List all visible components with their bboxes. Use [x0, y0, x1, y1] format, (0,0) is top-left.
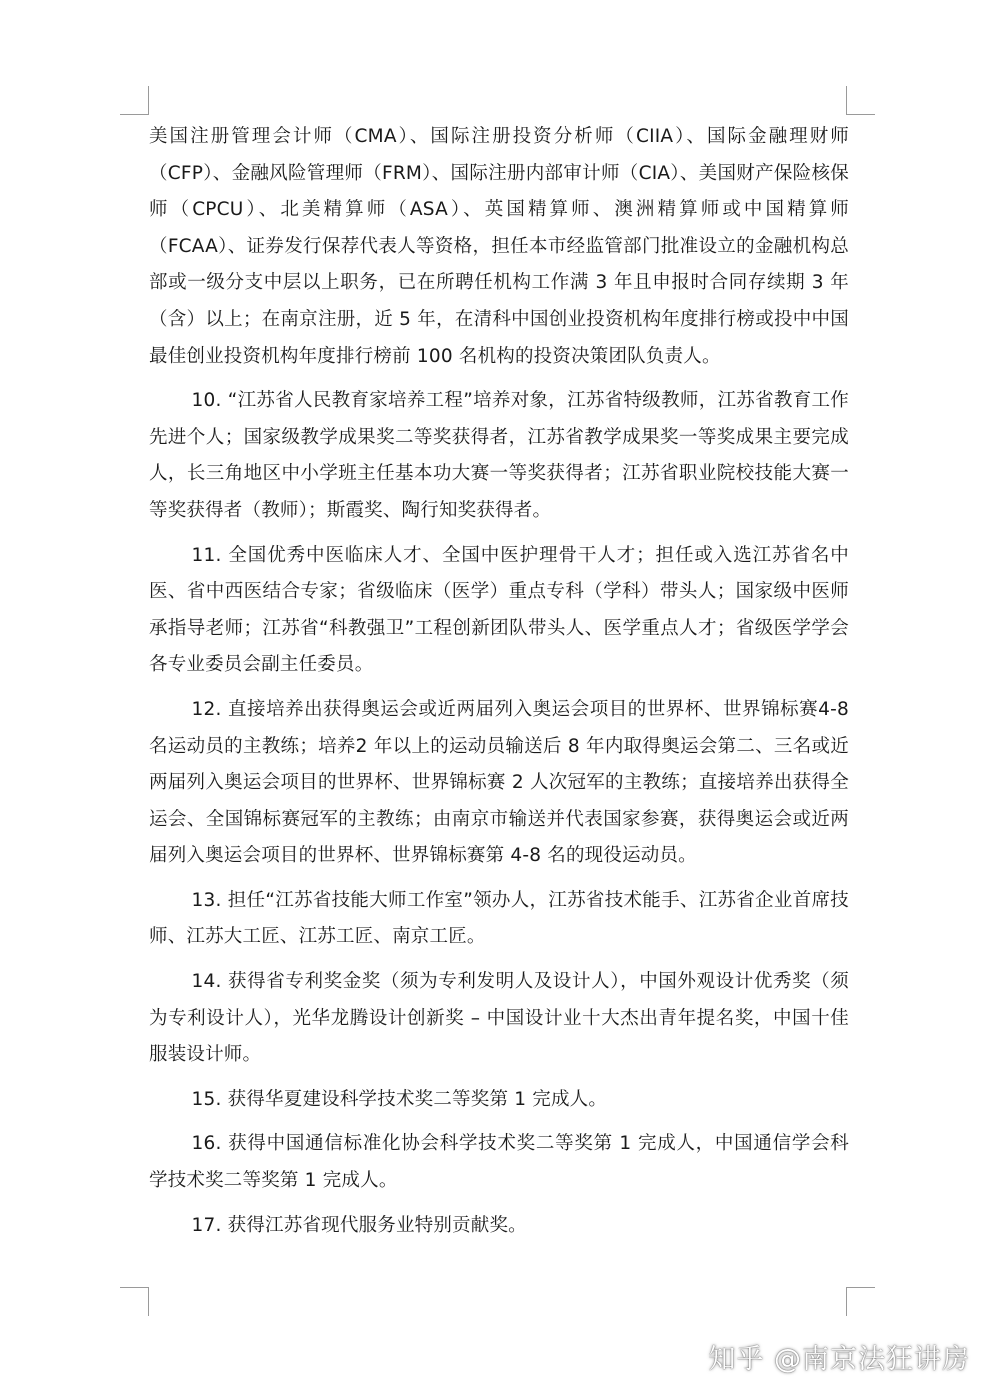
- paragraph-item-11: 11. 全国优秀中医临床人才、全国中医护理骨干人才；担任或入选江苏省名中医、省中西医结合专家；省级临床（医学）重点专科（学科）带头人；国家级中医师承指导老师；江苏省“科教强卫”工程创新团队带头人、医学重点人才；省级医学学会各专业委员会副主任委员。: [149, 544, 849, 676]
- crop-mark-top-right: [846, 86, 875, 115]
- paragraph-item-17: 17. 获得江苏省现代服务业特别贡献奖。: [191, 1214, 527, 1236]
- crop-mark-bottom-right: [846, 1287, 875, 1316]
- paragraph-item-10: 10. “江苏省人民教育家培养工程”培养对象，江苏省特级教师，江苏省教育工作先进个人；国家级教学成果奖二等奖获得者，江苏省教学成果奖一等奖成果主要完成人，长三角地区中小学班主任基本功大赛一等奖获得者；江苏省职业院校技能大赛一等奖获得者（教师）；斯霞奖、陶行知奖获得者。: [149, 390, 849, 521]
- crop-mark-bottom-left: [120, 1287, 149, 1316]
- document-body: [149, 119, 849, 1244]
- watermark-text: 知乎 @南京法狂讲房: [708, 1344, 970, 1375]
- paragraph-continuation: 美国注册管理会计师（CMA）、国际注册投资分析师（CIIA）、国际金融理财师（CFP）、金融风险管理师（FRM）、国际注册内部审计师（CIA）、美国财产保险核保师（CPCU）、北美精算师（ASA）、英国精算师、澳洲精算师或中国精算师（FCAA）、证券发行保荐代表人等资格，担任本市经监管部门批准设立的金融机构总部或一级分支中层以上职务，已在所聘任机构工作满 3 年且申报时合同存续期 3 年（含）以上；在南京注册，近 5 年，在清科中国创业投资机构年度排行榜或投中中国最佳创业投资机构年度排行榜前 100 名机构的投资决策团队负责人。: [149, 126, 849, 367]
- paragraph-item-14: 14. 获得省专利奖金奖（须为专利发明人及设计人），中国外观设计优秀奖（须为专利设计人），光华龙腾设计创新奖 – 中国设计业十大杰出青年提名奖，中国十佳服装设计师。: [149, 971, 849, 1066]
- paragraph-item-13: 13. 担任“江苏省技能大师工作室”领办人，江苏省技术能手、江苏省企业首席技师、江苏大工匠、江苏工匠、南京工匠。: [149, 889, 849, 948]
- crop-mark-top-left: [120, 86, 149, 115]
- paragraph-item-12: 12. 直接培养出获得奥运会或近两届列入奥运会项目的世界杯、世界锦标赛4-8 名运动员的主教练；培养2 年以上的运动员输送后 8 年内取得奥运会第二、三名或近两届列入奥运会项目的世界杯、世界锦标赛 2 人次冠军的主教练；直接培养出获得全运会、全国锦标赛冠军的主教练；由南京市输送并代表国家参赛，获得奥运会或近两届列入奥运会项目的世界杯、世界锦标赛第 4-8 名的现役运动员。: [149, 698, 849, 867]
- paragraph-item-16: 16. 获得中国通信标准化协会科学技术奖二等奖第 1 完成人，中国通信学会科学技术奖二等奖第 1 完成人。: [149, 1133, 849, 1192]
- paragraph-item-15: 15. 获得华夏建设科学技术奖二等奖第 1 完成人。: [191, 1088, 608, 1110]
